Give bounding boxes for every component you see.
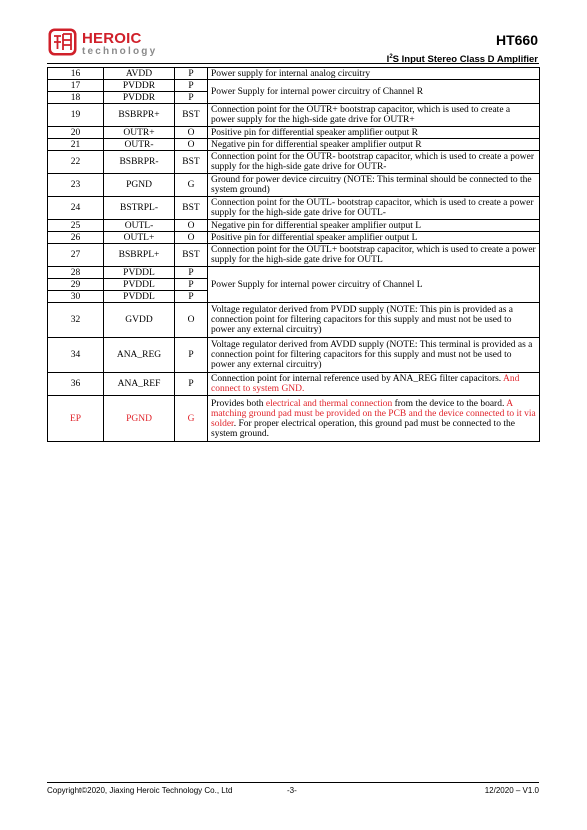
table-row xyxy=(48,338,540,373)
pin-type: P xyxy=(175,373,208,396)
pin-number: 20 xyxy=(48,127,104,139)
pin-description: Power Supply for internal power circuitry of Channel L xyxy=(208,267,540,303)
table-row xyxy=(48,104,540,127)
page-header xyxy=(0,0,587,68)
pin-number: 34 xyxy=(48,338,104,373)
pin-description: Power Supply for internal power circuitry of Channel R xyxy=(208,80,540,104)
pin-name: AVDD xyxy=(104,68,175,80)
pin-number: 22 xyxy=(48,151,104,174)
model-number: HT660 xyxy=(495,32,538,48)
pin-type: P xyxy=(175,80,208,92)
document-subtitle: $I^2S$ Input Stereo Class D Amplifier xyxy=(386,54,538,66)
pin-name: PVDDL xyxy=(104,267,175,279)
pin-description: Positive pin for differential speaker amplifier output R xyxy=(208,127,540,139)
pin-type: BST xyxy=(175,244,208,267)
pin-name: OUTL- xyxy=(104,220,175,232)
pin-number: 27 xyxy=(48,244,104,267)
pin-number: 32 xyxy=(48,303,104,338)
pin-name: BSBRPL+ xyxy=(104,244,175,267)
pin-description: Connection point for the OUTR+ bootstrap capacitor, which is used to create a power supply for the high-side gate drive for OUTR+ xyxy=(208,104,540,127)
footer-copyright: Copyright©2020, Jiaxing Heroic Technology Co., Ltd xyxy=(47,786,233,795)
pin-number: 30 xyxy=(48,291,104,303)
pin-type: O xyxy=(175,232,208,244)
pin-name: BSBRPR+ xyxy=(104,104,175,127)
pin-name: OUTR+ xyxy=(104,127,175,139)
red-note-text: A matching ground pad must be provided on the PCB and the device connected to it via solder xyxy=(211,398,536,429)
table-row xyxy=(48,232,540,244)
pin-type: P xyxy=(175,279,208,291)
pin-name: PVDDL xyxy=(104,279,175,291)
pin-name: PVDDR xyxy=(104,80,175,92)
pin-number: 26 xyxy=(48,232,104,244)
pin-name: PGND xyxy=(104,396,175,442)
pin-name: PVDDR xyxy=(104,92,175,104)
pin-description: Connection point for the OUTL+ bootstrap capacitor, which is used to create a power supply for the high-side gate drive for OUTL xyxy=(208,244,540,267)
header-divider xyxy=(47,63,539,64)
pin-name: PGND xyxy=(104,174,175,197)
red-note-text: And connect to system GND. xyxy=(211,374,520,394)
pin-description: Ground for power device circuitry (NOTE: This terminal should be connected to the system ground) xyxy=(208,174,540,197)
table-row xyxy=(48,127,540,139)
pin-name: BSBRPR- xyxy=(104,151,175,174)
pin-name: GVDD xyxy=(104,303,175,338)
pin-type: G xyxy=(175,396,208,442)
pin-name: ANA_REG xyxy=(104,338,175,373)
table-row xyxy=(48,303,540,338)
pin-number: 21 xyxy=(48,139,104,151)
table-row xyxy=(48,267,540,279)
brand-name: HEROIC xyxy=(82,30,142,47)
table-row xyxy=(48,244,540,267)
pin-number: 23 xyxy=(48,174,104,197)
pin-description: Power supply for internal analog circuitry xyxy=(208,68,540,80)
table-row xyxy=(48,396,540,442)
pin-name: PVDDL xyxy=(104,291,175,303)
pin-description: Connection point for the OUTL- bootstrap capacitor, which is used to create a power supply for the high-side gate drive for OUTL- xyxy=(208,197,540,220)
red-note-text: electrical and thermal connection xyxy=(265,398,393,409)
footer-page-number: -3- xyxy=(287,786,297,795)
table-row xyxy=(48,80,540,92)
table-row xyxy=(48,220,540,232)
pin-number: 28 xyxy=(48,267,104,279)
pin-type: BST xyxy=(175,104,208,127)
pin-number: 24 xyxy=(48,197,104,220)
pin-name: BSTRPL- xyxy=(104,197,175,220)
pin-name: ANA_REF xyxy=(104,373,175,396)
footer-divider xyxy=(47,782,539,783)
pin-type: O xyxy=(175,220,208,232)
pin-description: Negative pin for differential speaker amplifier output L xyxy=(208,220,540,232)
table-row xyxy=(48,197,540,220)
pin-number: 16 xyxy=(48,68,104,80)
pin-type: P xyxy=(175,68,208,80)
pin-number: 29 xyxy=(48,279,104,291)
pin-description: Voltage regulator derived from PVDD supply (NOTE: This pin is provided as a connection point for filtering capacitors for this supply and must not be used to power any external circuitry) xyxy=(208,303,540,338)
pin-type: P xyxy=(175,92,208,104)
pin-type: G xyxy=(175,174,208,197)
pin-description: Positive pin for differential speaker amplifier output L xyxy=(208,232,540,244)
heroic-logo-icon xyxy=(48,28,77,56)
pin-description: Voltage regulator derived from AVDD supply (NOTE: This terminal is provided as a connection point for filtering capacitors for this supply and must not be used to power any external circuitry) xyxy=(208,338,540,373)
pin-name: OUTL+ xyxy=(104,232,175,244)
pin-number: 19 xyxy=(48,104,104,127)
pin-type: P xyxy=(175,267,208,279)
table-row xyxy=(48,68,540,80)
table-row xyxy=(48,139,540,151)
table-row xyxy=(48,151,540,174)
pin-number: 17 xyxy=(48,80,104,92)
pin-type: BST xyxy=(175,197,208,220)
footer-version: 12/2020 – V1.0 xyxy=(484,786,539,795)
brand-subtitle: technology xyxy=(82,46,158,57)
pin-description xyxy=(208,373,540,396)
pin-name: OUTR- xyxy=(104,139,175,151)
pin-description: Provides both electrical and thermal connection from the device to the board. A matching ground pad must be provided on the PCB and the device connected to it via solder. For proper electrical operation, this ground pad must be connected to the system ground. xyxy=(208,396,540,442)
pin-description: Connection point for the OUTR- bootstrap capacitor, which is used to create a power supply for the high-side gate drive for OUTR- xyxy=(208,151,540,174)
description-text: Connection point for internal reference used by ANA_REG filter capacitors. xyxy=(211,374,502,384)
table-row xyxy=(48,174,540,197)
pin-type: P xyxy=(175,338,208,373)
pin-number: 25 xyxy=(48,220,104,232)
pin-type: BST xyxy=(175,151,208,174)
pin-number: 36 xyxy=(48,373,104,396)
pin-description-table xyxy=(47,67,540,442)
pin-number: 18 xyxy=(48,92,104,104)
pin-description: Negative pin for differential speaker amplifier output R xyxy=(208,139,540,151)
pin-type: O xyxy=(175,127,208,139)
pin-type: O xyxy=(175,303,208,338)
pin-number: EP xyxy=(48,396,104,442)
pin-type: O xyxy=(175,139,208,151)
table-row xyxy=(48,373,540,396)
pin-type: P xyxy=(175,291,208,303)
